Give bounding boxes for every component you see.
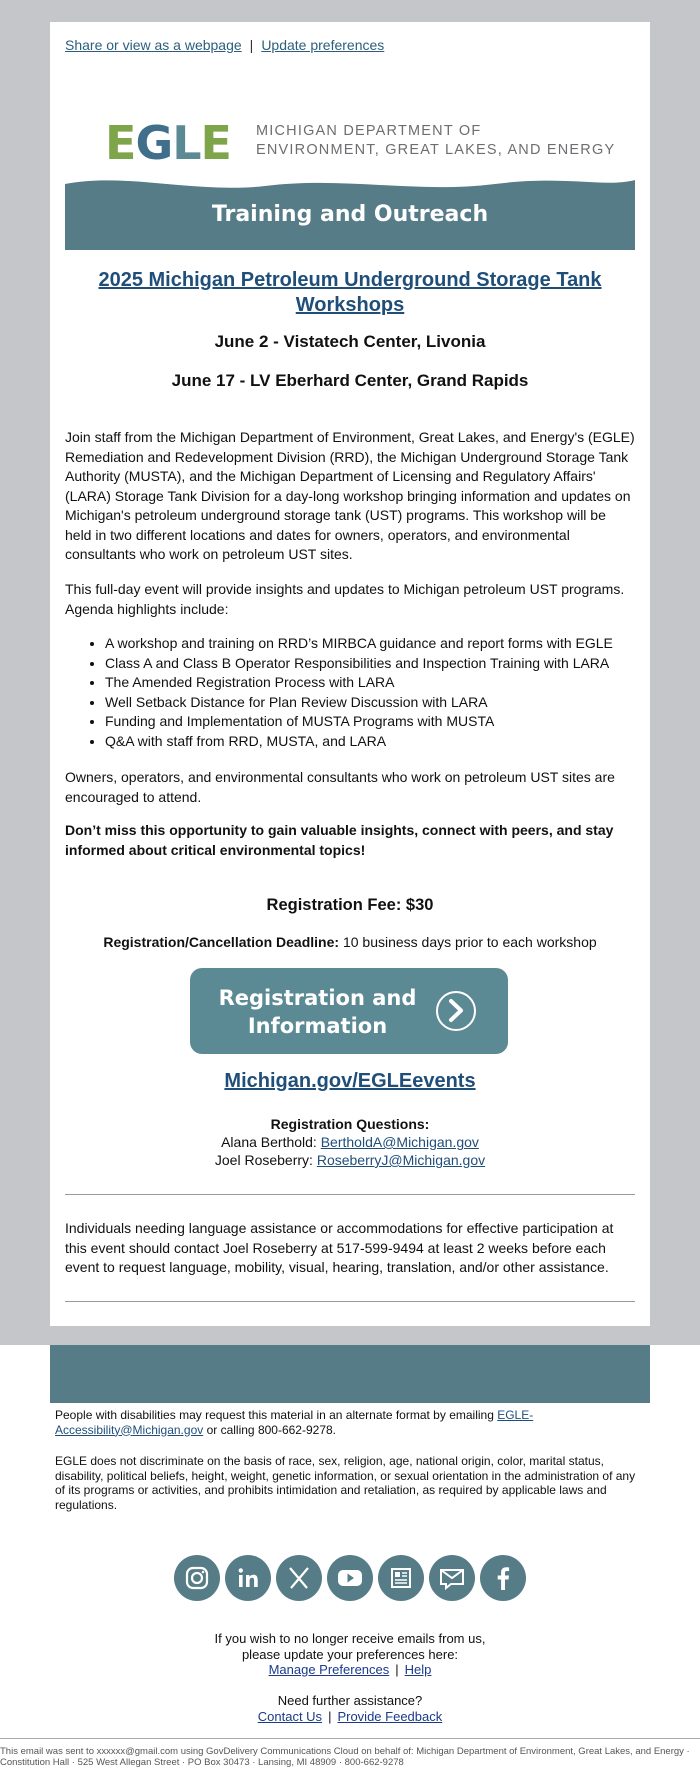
registration-button-label: Registration and Information: [218, 986, 417, 1038]
share-link[interactable]: Share or view as a webpage: [65, 37, 242, 53]
questions-label: Registration Questions:: [270, 1116, 430, 1132]
help-link[interactable]: Help: [404, 1662, 432, 1677]
top-links: [65, 37, 384, 53]
date-livonia: June 2 - Vistatech Center, Livonia: [214, 332, 486, 351]
event-title: [65, 268, 635, 318]
audience-paragraph: Owners, operators, and environmental consultants who work on petroleum UST sites are encouraged to attend.: [65, 769, 615, 805]
agenda-item: • Q&A with staff from RRD, MUSTA, and LARA: [105, 732, 635, 752]
link-separator: |: [249, 37, 254, 53]
callout-paragraph: Don’t miss this opportunity to gain valuable insights, connect with peers, and stay informed about critical environmental topics!: [65, 822, 614, 858]
banner-title: Training and Outreach: [211, 202, 489, 227]
accessibility-notice: People with disabilities may request this material in an alternate format by emailing EGLE-Accessibility@Michigan.gov or calling 800-662-9278.: [55, 1408, 534, 1437]
unsubscribe-text: If you wish to no longer receive emails from us, please update your preferences here: Manage Preferences | Help: [214, 1631, 486, 1677]
agenda-list: [65, 634, 635, 751]
facebook-icon[interactable]: [480, 1555, 526, 1601]
x-icon[interactable]: [276, 1555, 322, 1601]
agenda-item: • A workshop and training on RRD’s MIRBCA guidance and report forms with EGLE: [105, 634, 635, 654]
provide-feedback-link[interactable]: Provide Feedback: [337, 1708, 443, 1724]
deadline-text: 10 business days prior to each workshop: [339, 934, 597, 950]
news-icon[interactable]: [378, 1555, 424, 1601]
instagram-icon[interactable]: [174, 1555, 220, 1601]
assistance-text: Need further assistance? Contact Us | Provide Feedback: [257, 1693, 443, 1724]
registration-fee: Registration Fee: $30: [266, 896, 434, 914]
agenda-item: • Funding and Implementation of MUSTA Programs with MUSTA: [105, 712, 635, 732]
email-card: [50, 22, 650, 1326]
agenda-item: • The Amended Registration Process with LARA: [105, 673, 635, 693]
egle-logo: EGLE: [105, 116, 231, 170]
divider: [65, 1194, 635, 1195]
registration-deadline: [65, 934, 635, 950]
berthold-email-link[interactable]: BertholdA@Michigan.gov: [320, 1134, 479, 1150]
egle-events-link-wrap: [65, 1070, 635, 1093]
registration-button[interactable]: [190, 968, 508, 1054]
egle-events-link[interactable]: Michigan.gov/EGLEevents: [224, 1070, 476, 1092]
agenda-item: • Well Setback Distance for Plan Review Discussion with LARA: [105, 693, 635, 713]
egle-banner: [65, 84, 635, 250]
date-grand-rapids: June 17 - LV Eberhard Center, Grand Rapids: [171, 371, 529, 390]
update-preferences-link[interactable]: Update preferences: [261, 37, 385, 53]
agenda-item: • Class A and Class B Operator Responsibilities and Inspection Training with LARA: [105, 654, 635, 674]
contact-us-link[interactable]: Contact Us: [257, 1708, 323, 1724]
accessibility-email-link[interactable]: EGLE-Accessibility@Michigan.gov: [55, 1408, 534, 1437]
accommodation-paragraph: Individuals needing language assistance or accommodations for effective participation at this event should contact Joel Roseberry at 517-599-9494 at least 2 weeks before each event to request language, mobility, visual, hearing, translation, and/or other assistance.: [65, 1220, 614, 1275]
deadline-label: Registration/Cancellation Deadline:: [103, 934, 340, 950]
manage-preferences-link[interactable]: Manage Preferences: [268, 1662, 390, 1677]
department-name: MICHIGAN DEPARTMENT OF ENVIRONMENT, GREAT LAKES, AND ENERGY: [256, 123, 616, 158]
intro-paragraph: Join staff from the Michigan Department of Environment, Great Lakes, and Energy's (EGLE) Remediation and Redevelopment Division (RRD), the Michigan Underground Storage Tank Authority (MUSTA), and the Michigan Department of Licensing and Regulatory Affairs' (LARA) Storage Tank Division for a day-long workshop bringing information and updates on Michigan's petroleum underground storage tank (UST) programs. This workshop will be held in two different locations and dates for owners, operators, and environmental consultants who work on petroleum UST sites.: [65, 429, 635, 562]
chevron-right-icon: [436, 991, 476, 1031]
event-title-link[interactable]: 2025 Michigan Petroleum Underground Storage Tank Workshops: [98, 269, 602, 316]
nondiscrimination-notice: EGLE does not discriminate on the basis of race, sex, religion, age, national origin, color, marital status, disability, political beliefs, height, weight, genetic information, or sexual orientation in the administration of any of its programs or activities, and prohibits intimidation and retaliation, as required by applicable laws and regulations.: [55, 1454, 636, 1512]
youtube-icon[interactable]: [327, 1555, 373, 1601]
bottom-divider: [0, 1738, 700, 1739]
divider: [65, 1301, 635, 1302]
registration-questions: Registration Questions: Alana Berthold: BertholdA@Michigan.gov Joel Roseberry: RoseberryJ@Michigan.gov: [214, 1116, 486, 1168]
email-icon[interactable]: [429, 1555, 475, 1601]
sent-to-notice: This email was sent to xxxxxx@gmail.com using GovDelivery Communications Cloud on behalf of: Michigan Department of Environment, Great Lakes, and Energy · Constitution Hall · 525 West Allegan Street · PO Box 30473 · Lansing, MI 48909 · 800-662-9278: [0, 1746, 690, 1768]
agenda-intro: This full-day event will provide insights and updates to Michigan petroleum UST programs. Agenda highlights include:: [65, 581, 625, 617]
roseberry-email-link[interactable]: RoseberryJ@Michigan.gov: [316, 1152, 486, 1168]
linkedin-icon[interactable]: [225, 1555, 271, 1601]
footer-band: [50, 1345, 650, 1403]
